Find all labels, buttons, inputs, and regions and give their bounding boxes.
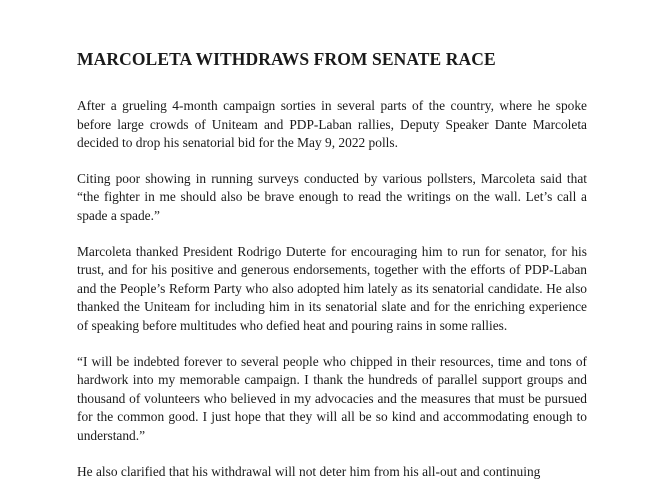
paragraph-3: Marcoleta thanked President Rodrigo Duterte for encouraging him to run for senator, for his trust, and for his positive and generous endorsements, together with the efforts of PDP-Laban and the People’s Reform Party who also adopted him lately as its senatorial candidate. He also thanked the Uniteam for including him in its senatorial slate and for the enriching experience of speaking before multitudes who defied heat and pouring rains in some rallies. [77, 243, 587, 333]
paragraph-4: “I will be indebted forever to several people who chipped in their resources, time and tons of hardwork into my memorable campaign. I thank the hundreds of parallel support groups and thousand of volunteers who believed in my advocacies and the measures that must be pursued for the common good. I just hope that they will all be so kind and accommodating enough to understand.” [77, 353, 587, 443]
paragraph-2: Citing poor showing in running surveys conducted by various pollsters, Marcoleta said that “the fighter in me should also be brave enough to read the writings on the wall. Let’s call a spade a spade.” [77, 170, 587, 223]
paragraph-5: He also clarified that his withdrawal will not deter him from his all-out and continuing [77, 463, 541, 479]
document-title: MARCOLETA WITHDRAWS FROM SENATE RACE [77, 49, 496, 69]
press-release [77, 48, 587, 498]
paragraph-1: After a grueling 4-month campaign sorties in several parts of the country, where he spoke before large crowds of Uniteam and PDP-Laban rallies, Deputy Speaker Dante Marcoleta decided to drop his senatorial bid for the May 9, 2022 polls. [77, 98, 587, 151]
